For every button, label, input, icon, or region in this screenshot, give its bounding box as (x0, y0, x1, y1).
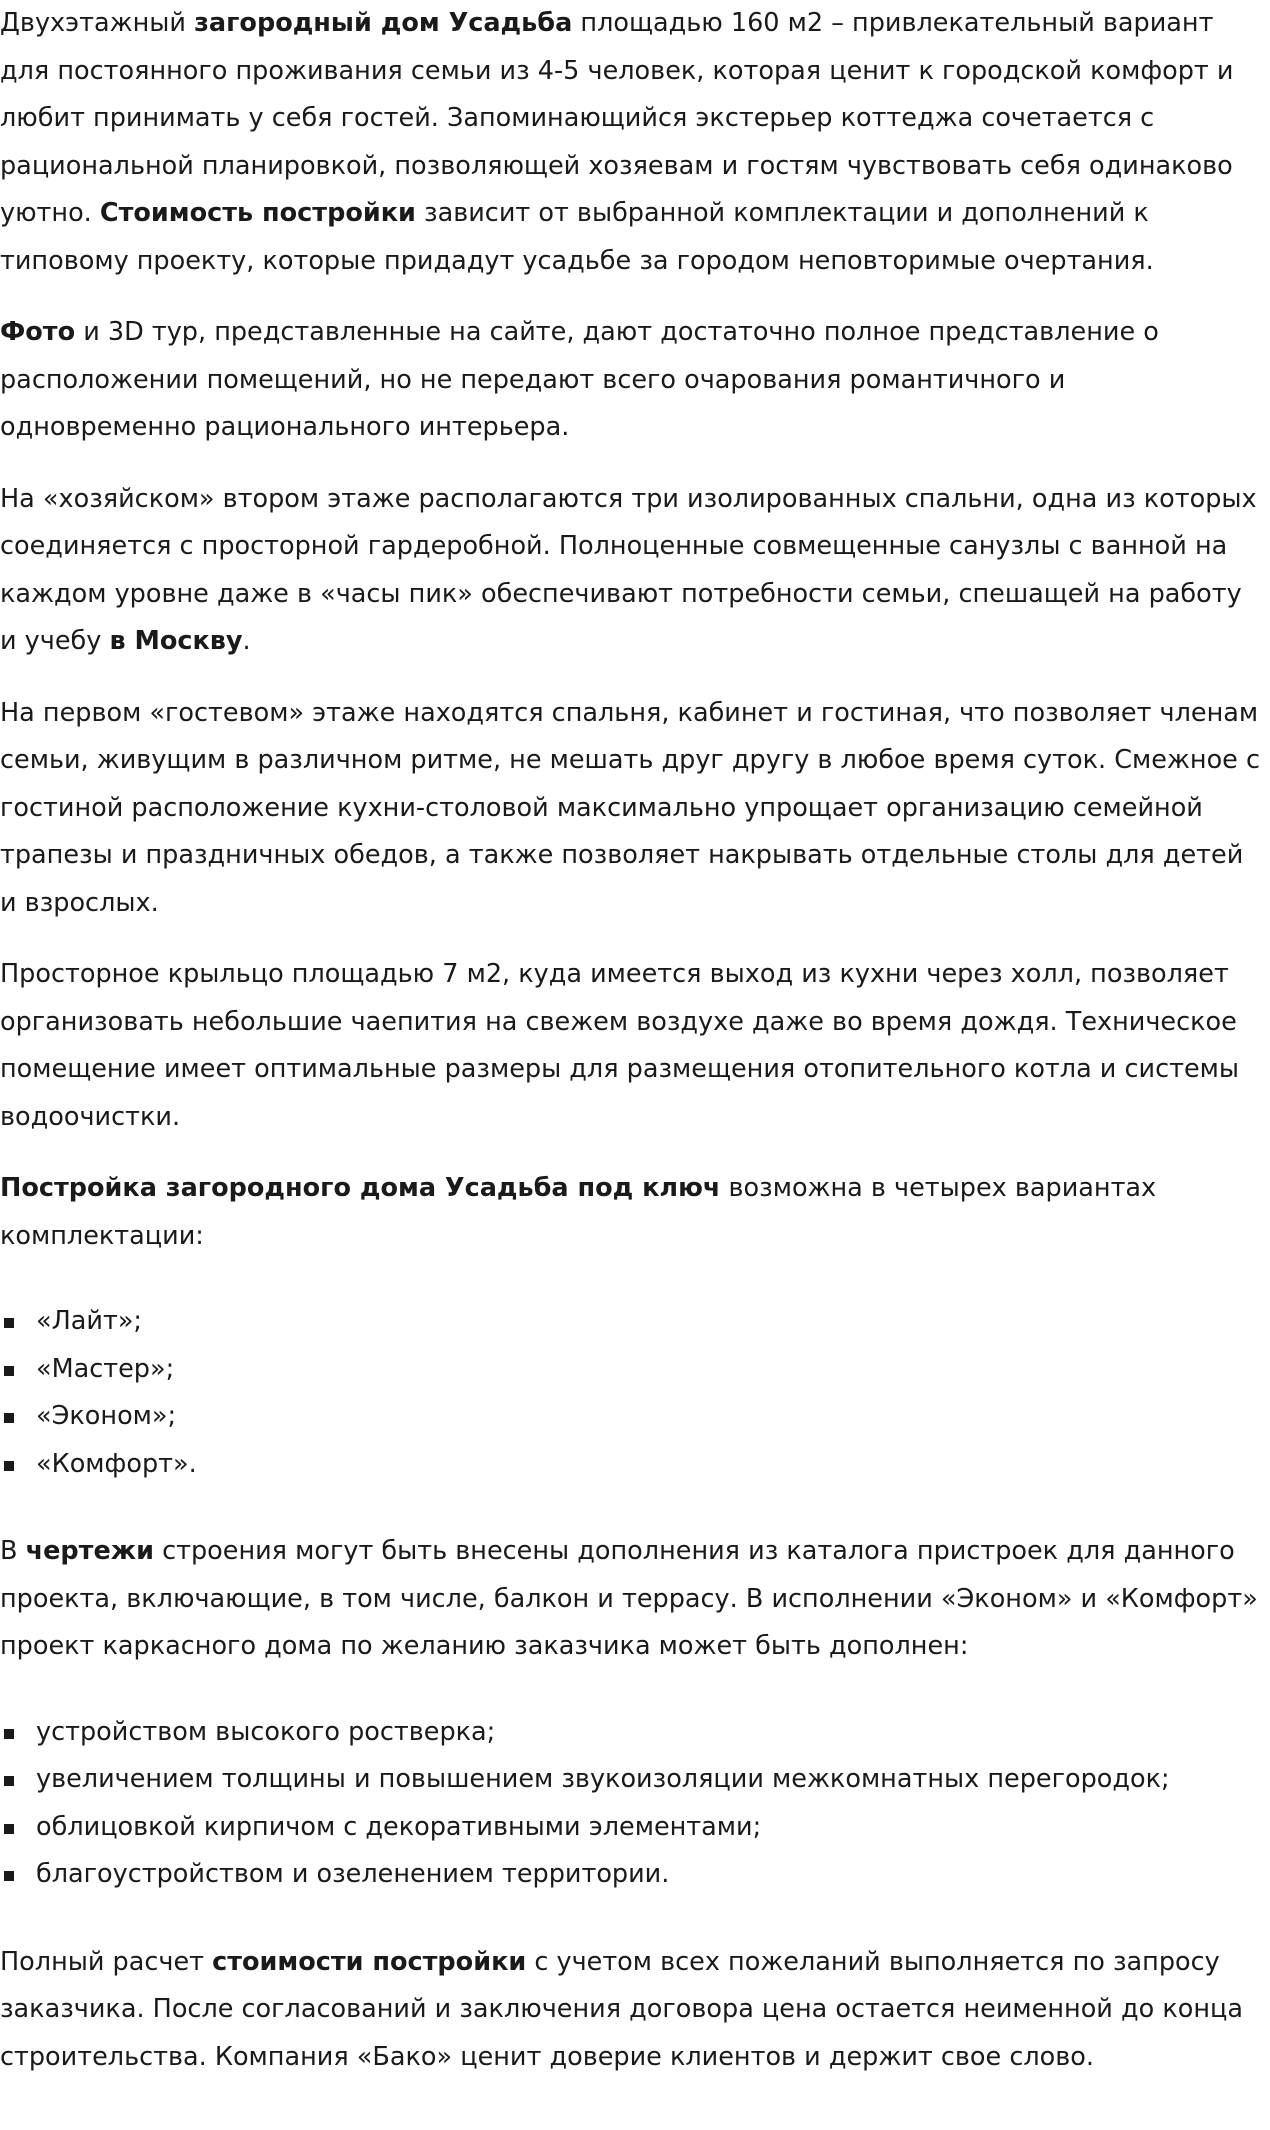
list-item: «Мастер»; (0, 1346, 1262, 1394)
intro-paragraph: Двухэтажный загородный дом Усадьба площадью 160 м2 – привлекательный вариант для постоянного проживания семьи из 4-5 человек, которая ценит к городской комфорт и любит принимать у себя гостей. Запоминающийся экстерьер коттеджа сочетается с рациональной планировкой, позволяющей хозяевам и гостям чувствовать себя одинаково уютно. Стоимость постройки зависит от выбранной комплектации и дополнений к типовому проекту, которые придадут усадьбе за городом неповторимые очертания. (0, 8, 1234, 276)
bullet-icon (4, 1776, 14, 1786)
photo-bold: Фото (0, 317, 76, 347)
intro-bold-country-house: загородный дом Усадьба (194, 8, 573, 38)
bullet-icon (4, 1729, 14, 1739)
bullet-icon (4, 1871, 14, 1881)
first-floor-paragraph: На первом «гостевом» этаже находятся спальня, кабинет и гостиная, что позволяет членам семьи, живущим в различном ритме, не мешать друг другу в любое время суток. Смежное с гостиной расположение кухни-столовой максимально упрощает организацию семейной трапезы и праздничных обедов, а также позволяет накрывать отдельные столы для детей и взрослых. (0, 697, 1260, 918)
packages-list (0, 1298, 1262, 1488)
list-item: «Лайт»; (0, 1298, 1262, 1346)
list-item: устройством высокого ростверка; (0, 1709, 1262, 1757)
list-item: увеличением толщины и повышением звукоизоляции межкомнатных перегородок; (0, 1756, 1262, 1804)
additions-list (0, 1709, 1262, 1899)
second-floor-paragraph: На «хозяйском» втором этаже располагаются три изолированных спальни, одна из которых соединяется с просторной гардеробной. Полноценные совмещенные санузлы с ванной на каждом уровне даже в «часы пик» обеспечивают потребности семьи, спешащей на работу и учебу в Москву. (0, 483, 1257, 656)
bullet-icon (4, 1461, 14, 1471)
porch-paragraph: Просторное крыльцо площадью 7 м2, куда имеется выход из кухни через холл, позволяет организовать небольшие чаепития на свежем воздухе даже во время дождя. Техническое помещение имеет оптимальные размеры для размещения отопительного котла и системы водоочистки. (0, 959, 1240, 1132)
intro-bold-cost: Стоимость постройки (99, 198, 416, 228)
bullet-icon (4, 1318, 14, 1328)
moscow-bold: в Москву (109, 626, 243, 656)
bullet-icon (4, 1366, 14, 1376)
turnkey-bold: Постройка загородного дома Усадьба под ключ (0, 1173, 721, 1203)
drawings-paragraph: В чертежи строения могут быть внесены дополнения из каталога пристроек для данного проекта, включающие, в том числе, балкон и террасу. В исполнении «Эконом» и «Комфорт» проект каркасного дома по желанию заказчика может быть дополнен: (0, 1536, 1258, 1661)
list-item: «Эконом»; (0, 1393, 1262, 1441)
pricing-paragraph: Полный расчет стоимости постройки с учетом всех пожеланий выполняется по запросу заказчика. После согласований и заключения договора цена остается неименной до конца строительства. Компания «Бако» ценит доверие клиентов и держит свое слово. (0, 1946, 1243, 2072)
drawings-bold: чертежи (25, 1536, 154, 1566)
list-item: благоустройством и озеленением территории. (0, 1851, 1262, 1899)
photo-paragraph: Фото и 3D тур, представленные на сайте, дают достаточно полное представление о расположении помещений, но не передают всего очарования романтичного и одновременно рационального интерьера. (0, 317, 1159, 442)
pricing-bold: стоимости постройки (212, 1946, 527, 1977)
list-item: облицовкой кирпичом с декоративными элементами; (0, 1804, 1262, 1852)
bullet-icon (4, 1824, 14, 1834)
bullet-icon (4, 1413, 14, 1423)
turnkey-paragraph: Постройка загородного дома Усадьба под ключ возможна в четырех вариантах комплектации: (0, 1173, 1157, 1251)
list-item: «Комфорт». (0, 1441, 1262, 1489)
